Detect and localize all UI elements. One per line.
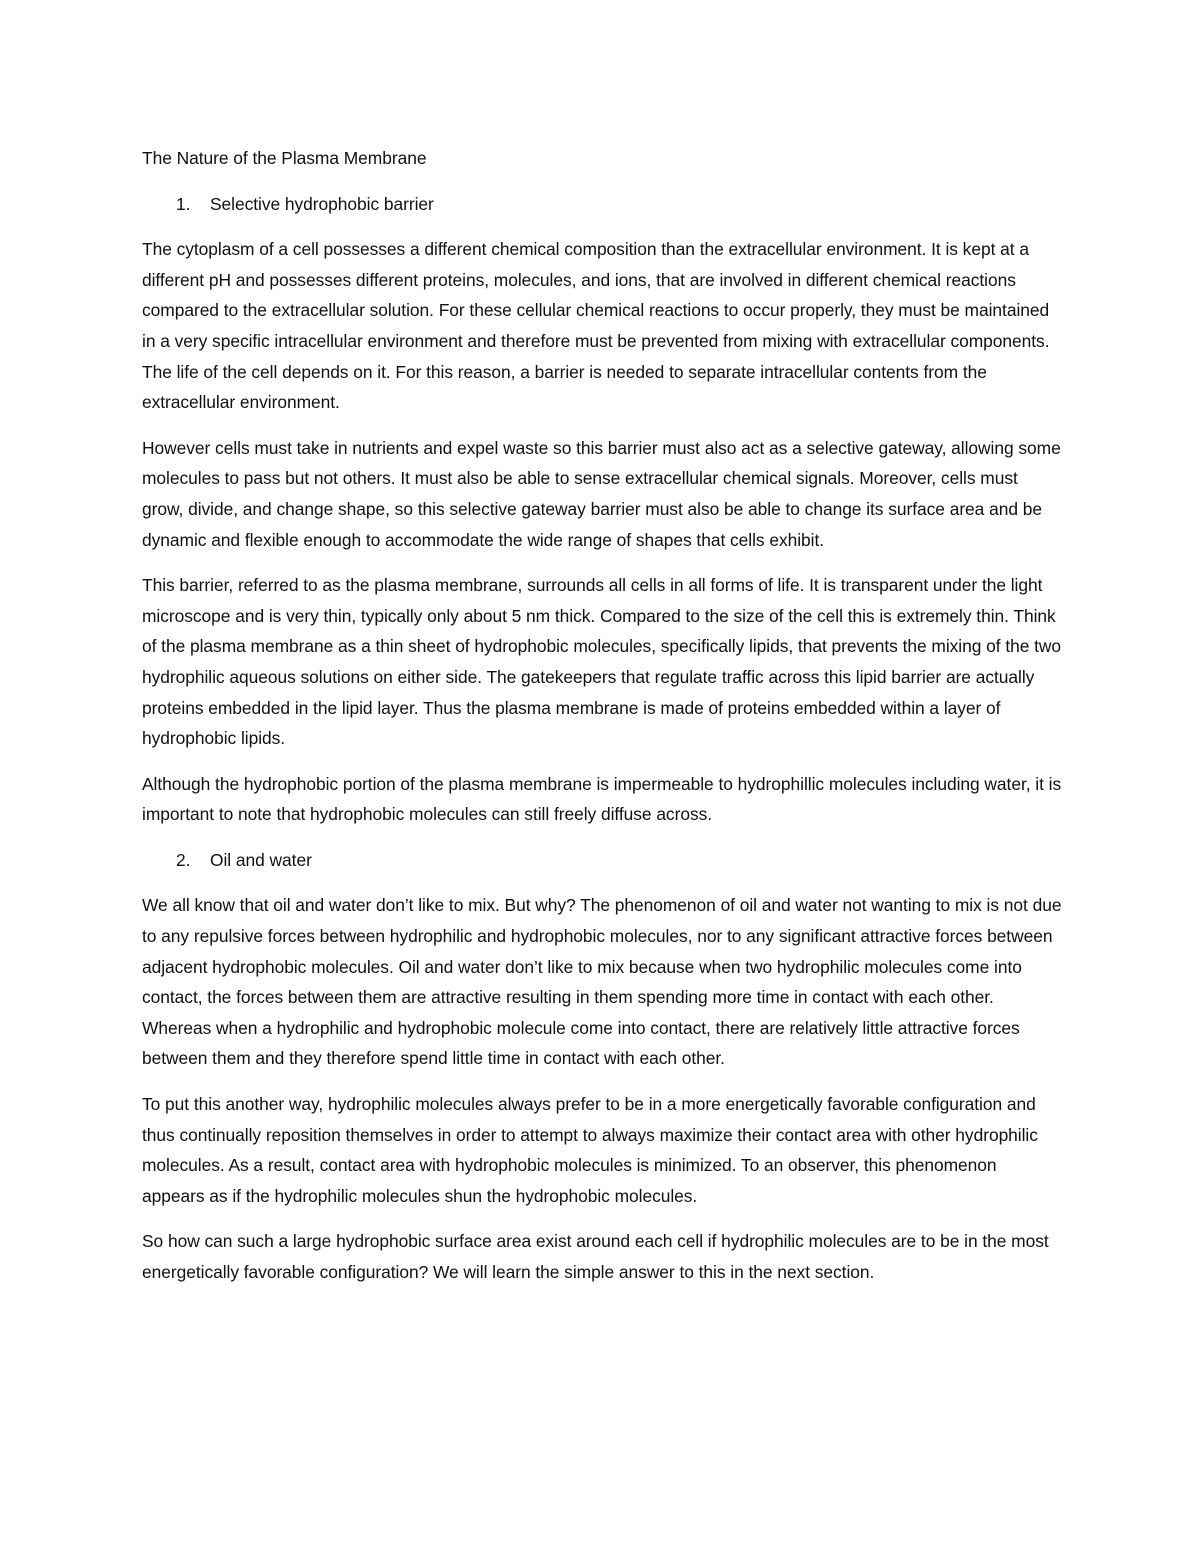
section-heading-label: Selective hydrophobic barrier — [210, 193, 434, 214]
paragraph: We all know that oil and water don’t like to mix. But why? The phenomenon of oil and water not wanting to mix is not due to any repulsive forces between hydrophilic and hydrophobic molecules, nor to any significant attractive forces between adjacent hydrophobic molecules. Oil and water don’t like to mix because when two hydrophilic molecules come into contact, the forces between them are attractive resulting in them spending more time in contact with each other. Whereas when a hydrophilic and hydrophobic molecule come into contact, there are relatively little attractive forces between them and they therefore spend little time in contact with each other. — [142, 895, 1062, 1069]
paragraph: However cells must take in nutrients and expel waste so this barrier must also act as a selective gateway, allowing some molecules to pass but not others. It must also be able to sense extracellular chemical signals. Moreover, cells must grow, divide, and change shape, so this selective gateway barrier must also be able to change its surface area and be dynamic and flexible enough to accommodate the wide range of shapes that cells exhibit. — [142, 437, 1061, 550]
section-heading-2 — [142, 845, 1062, 876]
section-number: 2. — [176, 849, 191, 870]
paragraph: Although the hydrophobic portion of the plasma membrane is impermeable to hydrophillic molecules including water, it is important to note that hydrophobic molecules can still freely diffuse across. — [142, 773, 1062, 825]
section-number: 1. — [176, 193, 191, 214]
document-title: The Nature of the Plasma Membrane — [142, 148, 427, 168]
paragraph: So how can such a large hydrophobic surface area exist around each cell if hydrophilic molecules are to be in the most energetically favorable configuration? We will learn the simple answer to this in the next section. — [142, 1231, 1049, 1282]
paragraph: This barrier, referred to as the plasma membrane, surrounds all cells in all forms of life. It is transparent under the light microscope and is very thin, typically only about 5 nm thick. Compared to the size of the cell this is extremely thin. Think of the plasma membrane as a thin sheet of hydrophobic molecules, specifically lipids, that prevents the mixing of the two hydrophilic aqueous solutions on either side. The gatekeepers that regulate traffic across this lipid barrier are actually proteins embedded in the lipid layer. Thus the plasma membrane is made of proteins embedded within a layer of hydrophobic lipids. — [142, 575, 1062, 749]
section-heading-label: Oil and water — [210, 849, 312, 870]
paragraph: The cytoplasm of a cell possesses a different chemical composition than the extracellular environment. It is kept at a different pH and possesses different proteins, molecules, and ions, that are involved in different chemical reactions compared to the extracellular solution. For these cellular chemical reactions to occur properly, they must be maintained in a very specific intracellular environment and therefore must be prevented from mixing with extracellular components. The life of the cell depends on it. For this reason, a barrier is needed to separate intracellular contents from the extracellular environment. — [142, 239, 1050, 413]
paragraph: To put this another way, hydrophilic molecules always prefer to be in a more energetically favorable configuration and thus continually reposition themselves in order to attempt to always maximize their contact area with other hydrophilic molecules. As a result, contact area with hydrophobic molecules is minimized. To an observer, this phenomenon appears as if the hydrophilic molecules shun the hydrophobic molecules. — [142, 1094, 1038, 1206]
section-heading-1 — [142, 189, 1062, 220]
document-body — [142, 143, 1062, 1303]
